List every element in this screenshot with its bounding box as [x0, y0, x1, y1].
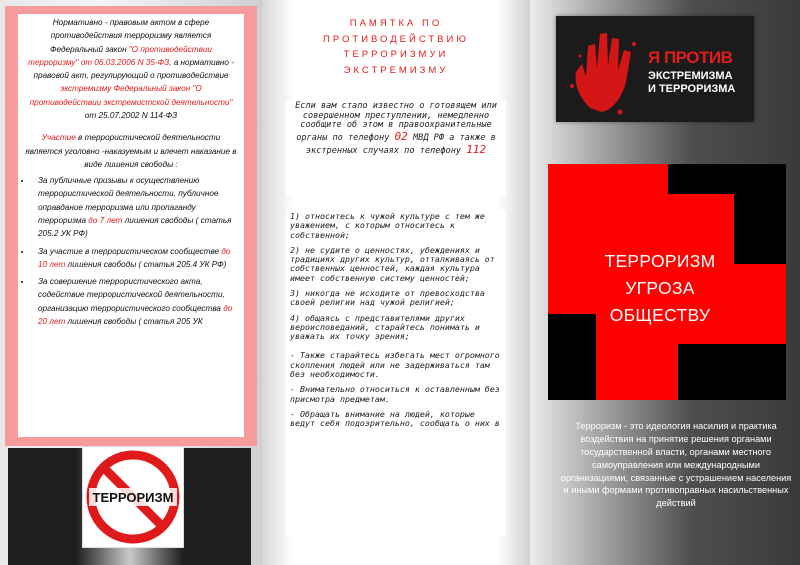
- right-panel: [530, 0, 800, 565]
- rule-item: - Обращать внимание на людей, которые ведут себя подозрительно, сообщать о них в: [290, 408, 500, 429]
- penalty-list: [18, 174, 244, 328]
- rule-item: 4) общаясь с представителями других вероисповеданий, старайтесь понимать и уважать их точку зрения;: [290, 312, 480, 342]
- terrorism-definition: Терроризм - это идеология насилия и практика воздействия на принятие решения органами государственной власти, органами местного самоуправления или международными организациями, связанные с устрашением населения и иными формами противоправных насильственных действий: [560, 421, 792, 509]
- phone-02: 02: [394, 129, 408, 143]
- participation-red: Участие: [41, 133, 76, 143]
- intro-text-1: Нормативно - правовым актом в сфере противодействия терроризму является Федеральный закон: [50, 18, 212, 54]
- logo-line-2-3: ЭКСТРЕМИЗМА И ТЕРРОРИЗМА: [648, 70, 736, 95]
- middle-panel: [262, 0, 530, 565]
- logo-line-1: Я ПРОТИВ: [648, 48, 733, 67]
- penalty-item: • За совершение террористического акта, содействие террористической деятельности, организацию террористического сообщества до 20 лет лишения свободы ( статья 205 УК: [32, 275, 240, 328]
- legal-intro: [18, 14, 244, 122]
- report-instructions: Если вам стало известно о готовящем или совершенном преступлении, немедленно сообщите об этом в правоохранительные органы по телефону 02 МВД РФ а также в экстренных случаях по телефону 112: [286, 100, 506, 197]
- rule-item: - Также старайтесь избегать мест огромного скопления людей или не задерживаться там без необходимости.: [290, 350, 500, 379]
- sign-text: ТЕРРОРИЗМ: [92, 490, 174, 505]
- left-panel: [0, 0, 262, 565]
- intro-law-2: экстремизму Федеральный закон "О противодействии экстремистской деятельности": [29, 84, 233, 107]
- prohibition-icon: [83, 447, 183, 547]
- intro-text-2: , а нормативно - правовой акт, регулирующий о противодействие: [33, 57, 234, 81]
- intro-text-3: от 25.07.2002 N 114-ФЗ: [84, 110, 178, 120]
- participation-rest: в террористической деятельности является уголовно -наказуемым и влечет наказание в виде лишения свободы :: [25, 133, 237, 169]
- intro-law-1: "О противодействии терроризму" от 06.03.2006 N 35-ФЗ: [28, 44, 212, 67]
- rule-item: 3) никогда не исходите от превосходства своей религии над чужой религией;: [290, 287, 485, 308]
- against-extremism-logo: [556, 16, 754, 122]
- rule-item: 2) не судите о ценностях, убеждениях и традициях других культур, отталкиваясь от собственных ценностей, каждая культура имеет собственную систему ценностей;: [290, 244, 495, 283]
- participation-text: [18, 129, 244, 171]
- rule-item: - Внимательно относиться к оставленным без присмотра предметам.: [290, 384, 500, 404]
- penalty-item: • За участие в террористическом сообществе до 10 лет лишения свободы ( статья 205.4 УК РФ): [32, 245, 240, 272]
- phone-112: 112: [466, 142, 487, 156]
- conduct-rules: [286, 210, 506, 536]
- main-heading: ТЕРРОРИЗМ УГРОЗА ОБЩЕСТВУ: [604, 251, 716, 326]
- penalty-item: • За публичные призывы к осуществлению террористической деятельности, публичное оправдание терроризма или пропаганду терроризма до 7 лет лишения свободы ( статья 205.2 УК РФ): [32, 174, 240, 240]
- rule-item: 1) относитесь к чужой культуре с тем же уважением, с которым относитесь к собственной;: [290, 211, 485, 240]
- hand-icon: [560, 16, 650, 122]
- memo-title: ПАМЯТКА ПО ПРОТИВОДЕЙСТВИЮ ТЕРРОРИЗМУИ ЭКСТРЕМИЗМУ: [323, 18, 469, 77]
- left-content: [18, 14, 244, 437]
- no-terrorism-sign: [82, 446, 184, 548]
